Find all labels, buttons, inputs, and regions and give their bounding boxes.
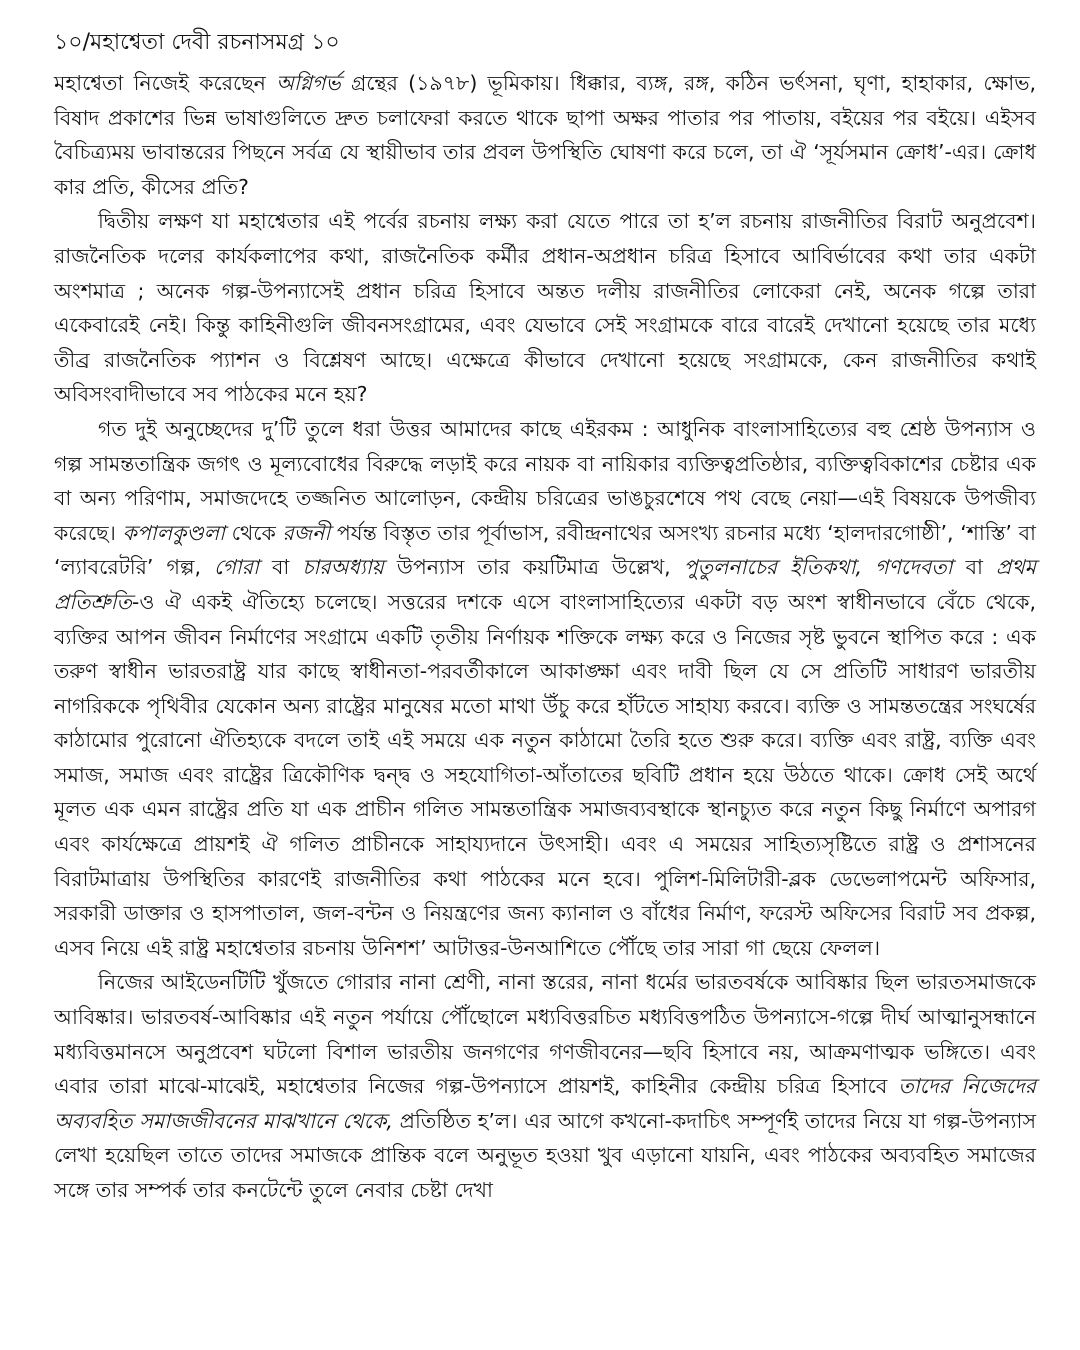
p4-italic-1: তাদের নিজেদের অব্যবহিত সমাজজীবনের মাঝখানে থেকে, [54,1074,1036,1133]
paragraph-1 [54,66,1036,204]
p3-text-6: বা [952,555,997,580]
paragraph-4 [54,965,1036,1207]
p3-text-5: উপন্যাস তার কয়টিমাত্র উল্লেখ, [383,555,684,580]
running-head: ১০/মহাশ্বেতা দেবী রচনাসমগ্র ১০ [54,30,340,55]
p4-text-2: প্রতিষ্ঠিত হ’ল। এর আগে কখনো-কদাচিৎ সম্পূর্ণই তাদের নিয়ে যা গল্প-উপন্যাস লেখা হয়েছিল তাতে তাদের সমাজকে প্রান্তিক বলে অনুভূত হওয়া খুব এড়ানো যায়নি, এবং পাঠকের অব্যবহিত সমাজের সঙ্গে তার সম্পর্ক তার কনটেন্টে তুলে নেবার চেষ্টা দেখা [54,1108,1036,1202]
p4-text-1: নিজের আইডেনটিটি খুঁজতে গোরার নানা শ্রেণী, নানা স্তরের, নানা ধর্মের ভারতবর্ষকে আবিষ্কার ছিল ভারতসমাজকে আবিষ্কার। ভারতবর্ষ-আবিষ্কার এই নতুন পর্যায়ে পৌঁছোলে মধ্যবিত্তরচিত মধ্যবিত্তপঠিত উপন্যাসে-গল্পে দীর্ঘ আত্মানুসন্ধানে মধ্যবিত্তমানসে অনুপ্রবেশ ঘটলো বিশাল ভারতীয় জনগণের গণজীবনের—ছবি হিসাবে নয়, আক্রমণাত্মক ভঙ্গিতে। এবং এবার তারা মাঝে-মাঝেই, মহাশ্বেতার নিজের গল্প-উপন্যাসে প্রায়শই, কাহিনীর কেন্দ্রীয় চরিত্র হিসাবে [54,970,1036,1099]
p3-italic-6: প্রথম প্রতিশ্রুতি [54,555,1036,614]
p3-italic-4: চারঅধ্যায় [302,555,384,580]
p3-text-4: বা [258,555,303,580]
p3-text-1: গত দুই অনুচ্ছেদের দু’টি তুলে ধরা উত্তর আমাদের কাছে এইরকম : আধুনিক বাংলাসাহিত্যের বহু শ্রেষ্ঠ উপন্যাস ও গল্প সামন্ততান্ত্রিক জগৎ ও মূল্যবোধের বিরুদ্ধে লড়াই করে নায়ক বা নায়িকার ব্যক্তিত্বপ্রতিষ্ঠার, ব্যক্তিত্ববিকাশের চেষ্টার এক বা অন্য পরিণাম, সমাজদেহে তজ্জনিত আলোড়ন, কেন্দ্রীয় চরিত্রের ভাঙচুরশেষে পথ বেছে নেয়া—এই বিষয়কে উপজীব্য করেছে। [54,416,1036,545]
p3-text-3: পর্যন্ত বিস্তৃত তার পূর্বাভাস, রবীন্দ্রনাথের অসংখ্য রচনার মধ্যে ‘হালদারগোষ্ঠী’, ‘শাস্তি’ বা ‘ল্যাবরেটরি’ গল্প, [54,520,1036,580]
paragraph-2: দ্বিতীয় লক্ষণ যা মহাশ্বেতার এই পর্বের রচনায় লক্ষ্য করা যেতে পারে তা হ’ল রচনায় রাজনীতির বিরাট অনুপ্রবেশ। রাজনৈতিক দলের কার্যকলাপের কথা, রাজনৈতিক কর্মীর প্রধান-অপ্রধান চরিত্র হিসাবে আবির্ভাবের কথা তার একটা অংশমাত্র ; অনেক গল্প-উপন্যাসেই প্রধান চরিত্র হিসাবে অন্তত দলীয় রাজনীতির লোকেরা নেই, অনেক গল্পে তারা একেবারেই নেই। কিন্তু কাহিনীগুলি জীবনসংগ্রামের, এবং যেভাবে সেই সংগ্রামকে বারে বারেই দেখানো হয়েছে তার মধ্যে তীব্র রাজনৈতিক প্যাশন ও বিশ্লেষণ আছে। এক্ষেত্রে কীভাবে দেখানো হয়েছে সংগ্রামকে, কেন রাজনীতির কথাই অবিসংবাদীভাবে সব পাঠকের মনে হয়? [54,209,1036,407]
p1-italic-title: অগ্নিগর্ভ [276,71,341,95]
p1-text-1: মহাশ্বেতা নিজেই করেছেন [54,71,277,95]
p3-italic-3: গোরা [214,555,259,580]
body-text [54,66,1036,1208]
p3-italic-5: পুতুলনাচের ইতিকথা, গণদেবতা [683,555,953,580]
p3-text-7: -ও ঐ একই ঐতিহ্যে চলেছে। সত্তরের দশকে এসে বাংলাসাহিত্যের একটা বড় অংশ স্বাধীনভাবে বেঁচে থেকে, ব্যক্তির আপন জীবন নির্মাণের সংগ্রামে একটি তৃতীয় নির্ণায়ক শক্তিকে লক্ষ্য করে ও নিজের সৃষ্ট ভুবনে স্থাপিত করে : এক তরুণ স্বাধীন ভারতরাষ্ট্র যার কাছে স্বাধীনতা-পরবর্তীকালে আকাঙ্ক্ষা এবং দাবী ছিল যে সে প্রতিটি সাধারণ ভারতীয় নাগরিককে পৃথিবীর যেকোন অন্য রাষ্ট্রের মানুষের মতো মাথা উঁচু করে হাঁটতে সাহায্য করবে। ব্যক্তি ও সামন্ততন্ত্রের সংঘর্ষের কাঠামোর পুরোনো ঐতিহ্যকে বদলে তাই এই সময়ে এক নতুন কাঠামো তৈরি হতে শুরু করে। ব্যক্তি এবং রাষ্ট্র, ব্যক্তি এবং সমাজ, সমাজ এবং রাষ্ট্রের ত্রিকৌণিক দ্বন্দ্ব ও সহযোগিতা-আঁতাতের ছবিটি প্রধান হয়ে উঠতে থাকে। ক্রোধ সেই অর্থে মূলত এক এমন রাষ্ট্রের প্রতি যা এক প্রাচীন গলিত সামন্ততান্ত্রিক সমাজব্যবস্থাকে স্থানচ্যুত করে নতুন কিছু নির্মাণে অপারগ এবং কার্যক্ষেত্রে প্রায়শই ঐ গলিত প্রাচীনকে সাহায্যদানে উৎসাহী। এবং এ সময়ের সাহিত্যসৃষ্টিতে রাষ্ট্র ও প্রশাসনের বিরাটমাত্রায় উপস্থিতির কারণেই রাজনীতির কথা পাঠকের মনে হবে। পুলিশ-মিলিটারী-ব্লক ডেভেলাপমেন্ট অফিসার, সরকারী ডাক্তার ও হাসপাতাল, জল-বন্টন ও নিয়ন্ত্রণের জন্য ক্যানাল ও বাঁধের নির্মাণ, ফরেস্ট অফিসের বিরাট সব প্রকল্প, এসব নিয়ে এই রাষ্ট্র মহাশ্বেতার রচনায় উনিশশ’ আটাত্তর-উনআশিতে পৌঁছে তার সারা গা ছেয়ে ফেলল। [54,589,1036,960]
p3-italic-2: রজনী [282,520,331,545]
paragraph-3 [54,412,1036,966]
p3-text-2: থেকে [224,520,283,545]
p3-italic-1: কপালকুণ্ডলা [122,520,225,545]
p1-text-2: গ্রন্থের (১৯৭৮) ভূমিকায়। ধিক্কার, ব্যঙ্গ, রঙ্গ, কঠিন ভর্ৎসনা, ঘৃণা, হাহাকার, ক্ষোভ, বিষাদ প্রকাশের ভিন্ন ভাষাগুলিতে দ্রুত চলাফেরা করতে থাকে ছাপা অক্ষর পাতার পর পাতায়, বইয়ের পর বইয়ে। এইসব বৈচিত্র্যময় ভাবান্তরের পিছনে সর্বত্র যে স্থায়ীভাব তার প্রবল উপস্থিতি ঘোষণা করে চলে, তা ঐ ‘সূর্যসমান ক্রোধ’-এর। ক্রোধ কার প্রতি, কীসের প্রতি? [54,71,1036,199]
